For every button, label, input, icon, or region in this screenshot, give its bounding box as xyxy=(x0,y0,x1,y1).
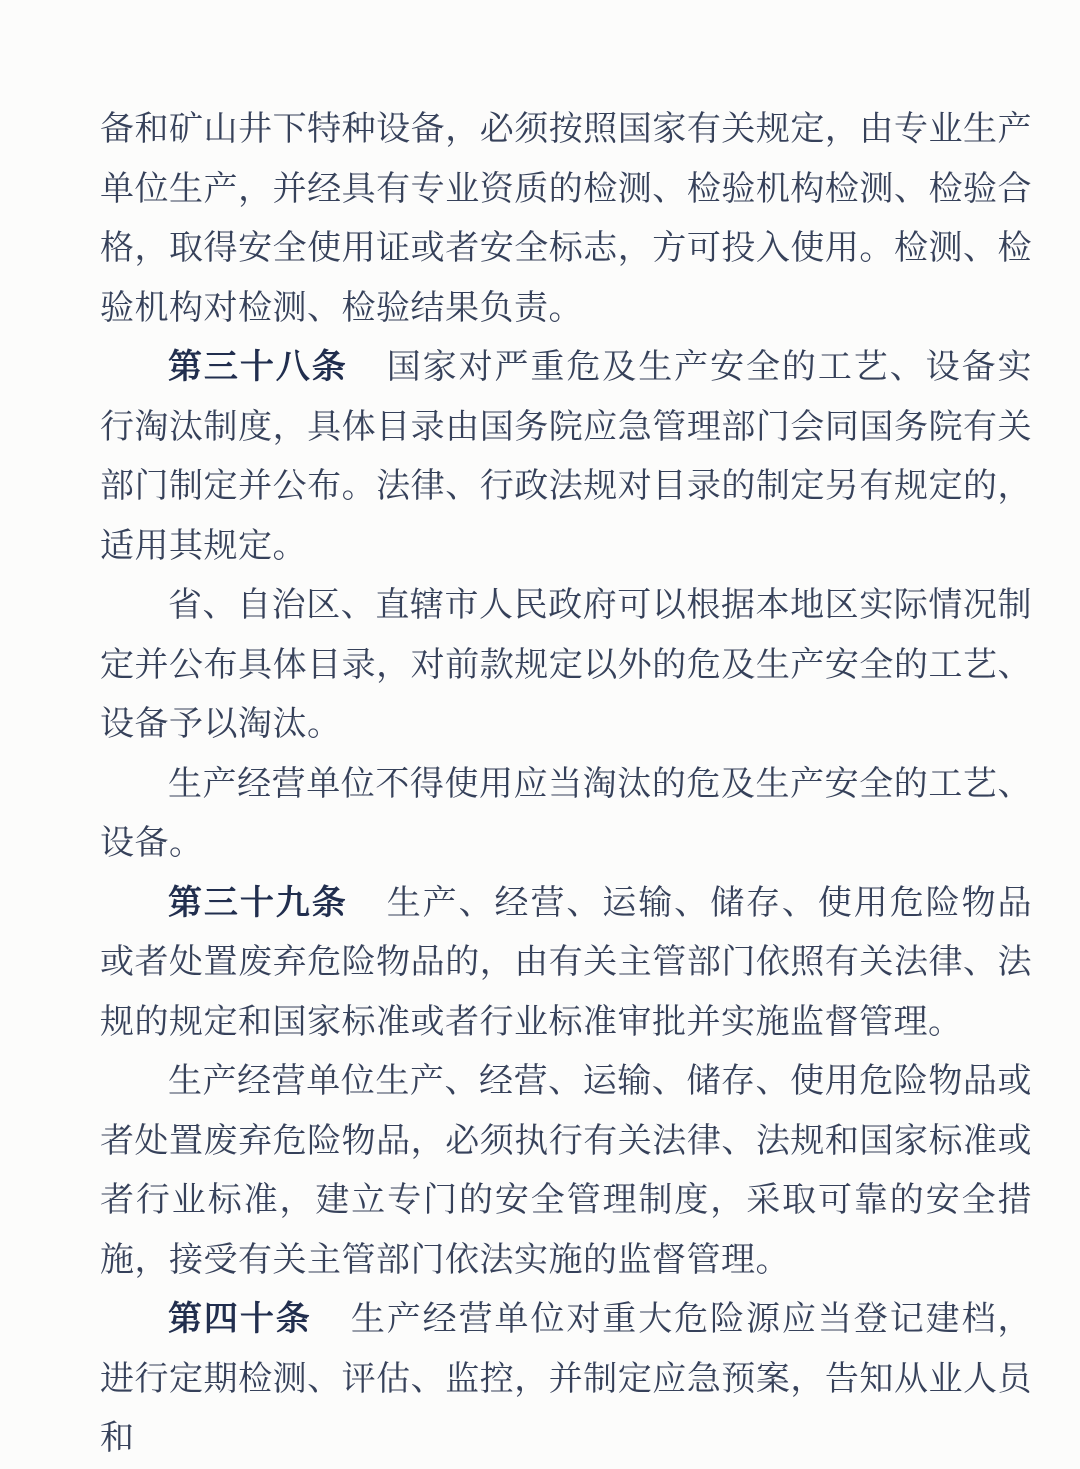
paragraph-text: 生产、经营、运输、储存、使用危险物品或者处置废弃危险物品的，由有关主管部门依照有关法律、法规的规定和国家标准或者行业标准审批并实施监督管理。 xyxy=(100,884,1033,1041)
paragraph-text: 备和矿山井下特种设备，必须按照国家有关规定，由专业生产单位生产，并经具有专业资质的检测、检验机构检测、检验合格，取得安全使用证或者安全标志，方可投入使用。检测、检验机构对检测、检验结果负责。 xyxy=(100,111,1032,327)
paragraph-article-38 xyxy=(100,338,1032,576)
paragraph-continuation xyxy=(100,100,1032,338)
paragraph-article-39 xyxy=(100,874,1032,1053)
paragraph-text: 国家对严重危及生产安全的工艺、设备实行淘汰制度，具体目录由国务院应急管理部门会同国务院有关部门制定并公布。法律、行政法规对目录的制定另有规定的，适用其规定。 xyxy=(100,349,1033,565)
article-number-heading: 第四十条 xyxy=(168,1300,312,1338)
text-column xyxy=(100,100,1032,1469)
paragraph-article-39-clause-2 xyxy=(100,1052,1032,1290)
paragraph-text: 生产经营单位不得使用应当淘汰的危及生产安全的工艺、设备。 xyxy=(100,765,1032,862)
paragraph-text: 生产经营单位对重大危险源应当登记建档，进行定期检测、评估、监控，并制定应急预案，告知从业人员和 xyxy=(100,1301,1033,1457)
paragraph-article-38-clause-2 xyxy=(100,576,1032,755)
paragraph-text: 生产经营单位生产、经营、运输、储存、使用危险物品或者处置废弃危险物品，必须执行有关法律、法规和国家标准或者行业标准，建立专门的安全管理制度，采取可靠的安全措施，接受有关主管部门依法实施的监督管理。 xyxy=(100,1063,1032,1279)
article-number-heading: 第三十八条 xyxy=(168,348,348,386)
article-number-heading: 第三十九条 xyxy=(168,883,348,922)
paragraph-article-40 xyxy=(100,1290,1032,1469)
paragraph-article-38-clause-3 xyxy=(100,755,1032,874)
paragraph-text: 省、自治区、直辖市人民政府可以根据本地区实际情况制定并公布具体目录，对前款规定以外的危及生产安全的工艺、设备予以淘汰。 xyxy=(100,587,1032,743)
